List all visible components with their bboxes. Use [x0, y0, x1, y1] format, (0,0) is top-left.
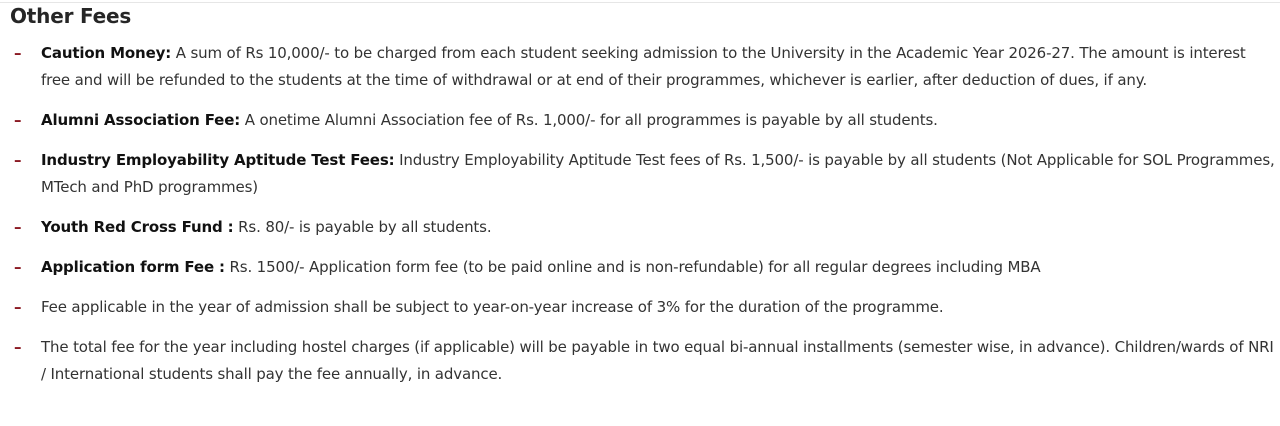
fee-item-annual-increase — [0, 294, 1280, 321]
fee-item-label: Application form Fee : — [41, 258, 225, 276]
fee-item-text: Industry Employability Aptitude Test fees of Rs. 1,500/- is payable by all students (Not Applicable for SOL Programmes, MTech and PhD programmes) — [41, 151, 1275, 196]
fee-item-text: The total fee for the year including hostel charges (if applicable) will be payable in two equal bi-annual installments (semester wise, in advance). Children/wards of NRI / International students shall pay the fee annually, in advance. — [41, 338, 1274, 383]
dash-bullet-icon: – — [14, 258, 22, 276]
fee-item-text: A sum of Rs 10,000/- to be charged from each student seeking admission to the University in the Academic Year 2026-27. The amount is interest free and will be refunded to the students at the time of withdrawal or at end of their programmes, whichever is earlier, after deduction of dues, if any. — [41, 44, 1246, 89]
section-title: Other Fees — [10, 4, 132, 28]
dash-bullet-icon: – — [14, 111, 22, 129]
fee-item-label: Youth Red Cross Fund : — [41, 218, 234, 236]
fee-item-application-form — [0, 254, 1280, 281]
fee-item-label: Caution Money: — [41, 44, 172, 62]
fee-item-text: Fee applicable in the year of admission shall be subject to year-on-year increase of 3% for the duration of the programme. — [41, 298, 944, 316]
top-divider — [0, 2, 1280, 3]
dash-bullet-icon: – — [14, 218, 22, 236]
other-fees-list — [0, 40, 1280, 401]
fee-item-aptitude-test — [0, 147, 1280, 201]
dash-bullet-icon: – — [14, 298, 22, 316]
fee-item-label: Alumni Association Fee: — [41, 111, 241, 129]
fee-item-youth-red-cross — [0, 214, 1280, 241]
dash-bullet-icon: – — [14, 151, 22, 169]
fee-item-text: Rs. 1500/- Application form fee (to be paid online and is non-refundable) for all regular degrees including MBA — [224, 258, 1041, 276]
dash-bullet-icon: – — [14, 338, 22, 356]
fee-item-alumni-association — [0, 107, 1280, 134]
dash-bullet-icon: – — [14, 44, 22, 62]
fee-item-caution-money — [0, 40, 1280, 94]
fee-item-text: Rs. 80/- is payable by all students. — [233, 218, 492, 236]
fee-item-payment-schedule — [0, 334, 1280, 388]
fee-item-text: A onetime Alumni Association fee of Rs. 1,000/- for all programmes is payable by all students. — [240, 111, 938, 129]
fee-item-label: Industry Employability Aptitude Test Fees: — [41, 151, 395, 169]
